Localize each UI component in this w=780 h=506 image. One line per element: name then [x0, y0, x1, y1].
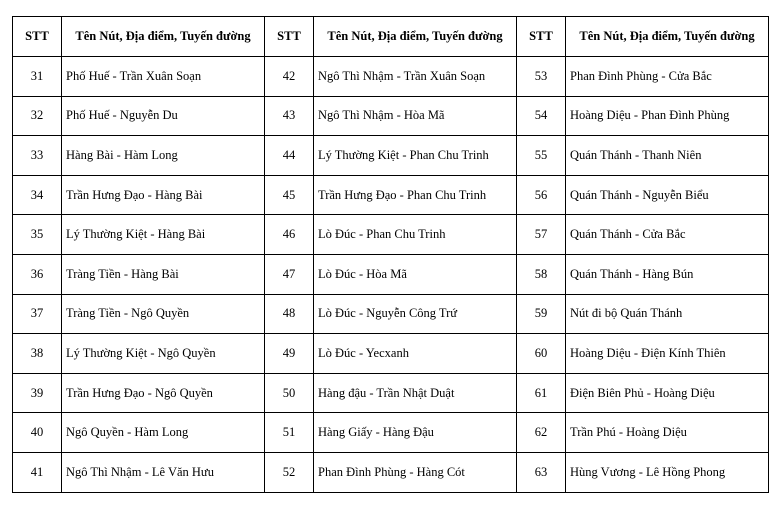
stt-cell: 55 — [517, 136, 566, 176]
table-body — [13, 57, 769, 493]
stt-cell: 31 — [13, 57, 62, 97]
location-name-cell: Ngô Quyền - Hàm Long — [62, 413, 265, 453]
location-name-cell: Tràng Tiền - Ngô Quyền — [62, 294, 265, 334]
stt-cell: 53 — [517, 57, 566, 97]
stt-cell: 41 — [13, 452, 62, 492]
stt-cell: 36 — [13, 254, 62, 294]
table-row — [13, 294, 769, 334]
location-name-cell: Phố Huế - Trần Xuân Soạn — [62, 57, 265, 97]
table-row — [13, 96, 769, 136]
location-name-cell: Trần Hưng Đạo - Hàng Bài — [62, 175, 265, 215]
location-name-cell: Lý Thường Kiệt - Phan Chu Trinh — [314, 136, 517, 176]
stt-cell: 45 — [265, 175, 314, 215]
table-row — [13, 373, 769, 413]
location-name-cell: Quán Thánh - Thanh Niên — [566, 136, 769, 176]
stt-cell: 54 — [517, 96, 566, 136]
location-name-cell: Quán Thánh - Cửa Bắc — [566, 215, 769, 255]
table-row — [13, 215, 769, 255]
location-name-cell: Nút đi bộ Quán Thánh — [566, 294, 769, 334]
location-name-cell: Hùng Vương - Lê Hồng Phong — [566, 452, 769, 492]
table-row — [13, 452, 769, 492]
table-row — [13, 334, 769, 374]
stt-cell: 35 — [13, 215, 62, 255]
stt-cell: 62 — [517, 413, 566, 453]
stt-cell: 57 — [517, 215, 566, 255]
stt-cell: 38 — [13, 334, 62, 374]
location-name-cell: Hàng Bài - Hàm Long — [62, 136, 265, 176]
location-name-cell: Phố Huế - Nguyễn Du — [62, 96, 265, 136]
header-name-1: Tên Nút, Địa điểm, Tuyến đường — [62, 17, 265, 57]
location-name-cell: Phan Đình Phùng - Cửa Bắc — [566, 57, 769, 97]
table-row — [13, 254, 769, 294]
location-name-cell: Trần Phú - Hoàng Diệu — [566, 413, 769, 453]
location-name-cell: Phan Đình Phùng - Hàng Cót — [314, 452, 517, 492]
location-name-cell: Lý Thường Kiệt - Hàng Bài — [62, 215, 265, 255]
stt-cell: 43 — [265, 96, 314, 136]
header-stt-3: STT — [517, 17, 566, 57]
location-name-cell: Trần Hưng Đạo - Phan Chu Trinh — [314, 175, 517, 215]
stt-cell: 44 — [265, 136, 314, 176]
stt-cell: 42 — [265, 57, 314, 97]
location-name-cell: Quán Thánh - Nguyễn Biểu — [566, 175, 769, 215]
stt-cell: 48 — [265, 294, 314, 334]
location-name-cell: Hàng đậu - Trần Nhật Duật — [314, 373, 517, 413]
stt-cell: 56 — [517, 175, 566, 215]
stt-cell: 51 — [265, 413, 314, 453]
stt-cell: 50 — [265, 373, 314, 413]
location-name-cell: Trần Hưng Đạo - Ngô Quyền — [62, 373, 265, 413]
stt-cell: 60 — [517, 334, 566, 374]
header-stt-1: STT — [13, 17, 62, 57]
stt-cell: 32 — [13, 96, 62, 136]
header-name-3: Tên Nút, Địa điểm, Tuyến đường — [566, 17, 769, 57]
stt-cell: 52 — [265, 452, 314, 492]
stt-cell: 61 — [517, 373, 566, 413]
locations-table — [12, 16, 769, 493]
location-name-cell: Ngô Thì Nhậm - Lê Văn Hưu — [62, 452, 265, 492]
stt-cell: 59 — [517, 294, 566, 334]
location-name-cell: Hàng Giấy - Hàng Đậu — [314, 413, 517, 453]
stt-cell: 39 — [13, 373, 62, 413]
stt-cell: 46 — [265, 215, 314, 255]
stt-cell: 37 — [13, 294, 62, 334]
location-name-cell: Tràng Tiền - Hàng Bài — [62, 254, 265, 294]
table-row — [13, 57, 769, 97]
location-name-cell: Quán Thánh - Hàng Bún — [566, 254, 769, 294]
stt-cell: 47 — [265, 254, 314, 294]
table-row — [13, 413, 769, 453]
table-row — [13, 136, 769, 176]
stt-cell: 63 — [517, 452, 566, 492]
location-name-cell: Ngô Thì Nhậm - Hòa Mã — [314, 96, 517, 136]
header-row — [13, 17, 769, 57]
location-name-cell: Điện Biên Phủ - Hoàng Diệu — [566, 373, 769, 413]
stt-cell: 58 — [517, 254, 566, 294]
stt-cell: 40 — [13, 413, 62, 453]
header-name-2: Tên Nút, Địa điểm, Tuyến đường — [314, 17, 517, 57]
stt-cell: 33 — [13, 136, 62, 176]
stt-cell: 49 — [265, 334, 314, 374]
location-name-cell: Hoàng Diệu - Phan Đình Phùng — [566, 96, 769, 136]
location-name-cell: Lý Thường Kiệt - Ngô Quyền — [62, 334, 265, 374]
stt-cell: 34 — [13, 175, 62, 215]
location-name-cell: Hoàng Diệu - Điện Kính Thiên — [566, 334, 769, 374]
location-name-cell: Lò Đúc - Yecxanh — [314, 334, 517, 374]
header-stt-2: STT — [265, 17, 314, 57]
location-name-cell: Ngô Thì Nhậm - Trần Xuân Soạn — [314, 57, 517, 97]
location-name-cell: Lò Đúc - Nguyễn Công Trứ — [314, 294, 517, 334]
location-name-cell: Lò Đúc - Phan Chu Trinh — [314, 215, 517, 255]
location-name-cell: Lò Đúc - Hòa Mã — [314, 254, 517, 294]
table-row — [13, 175, 769, 215]
